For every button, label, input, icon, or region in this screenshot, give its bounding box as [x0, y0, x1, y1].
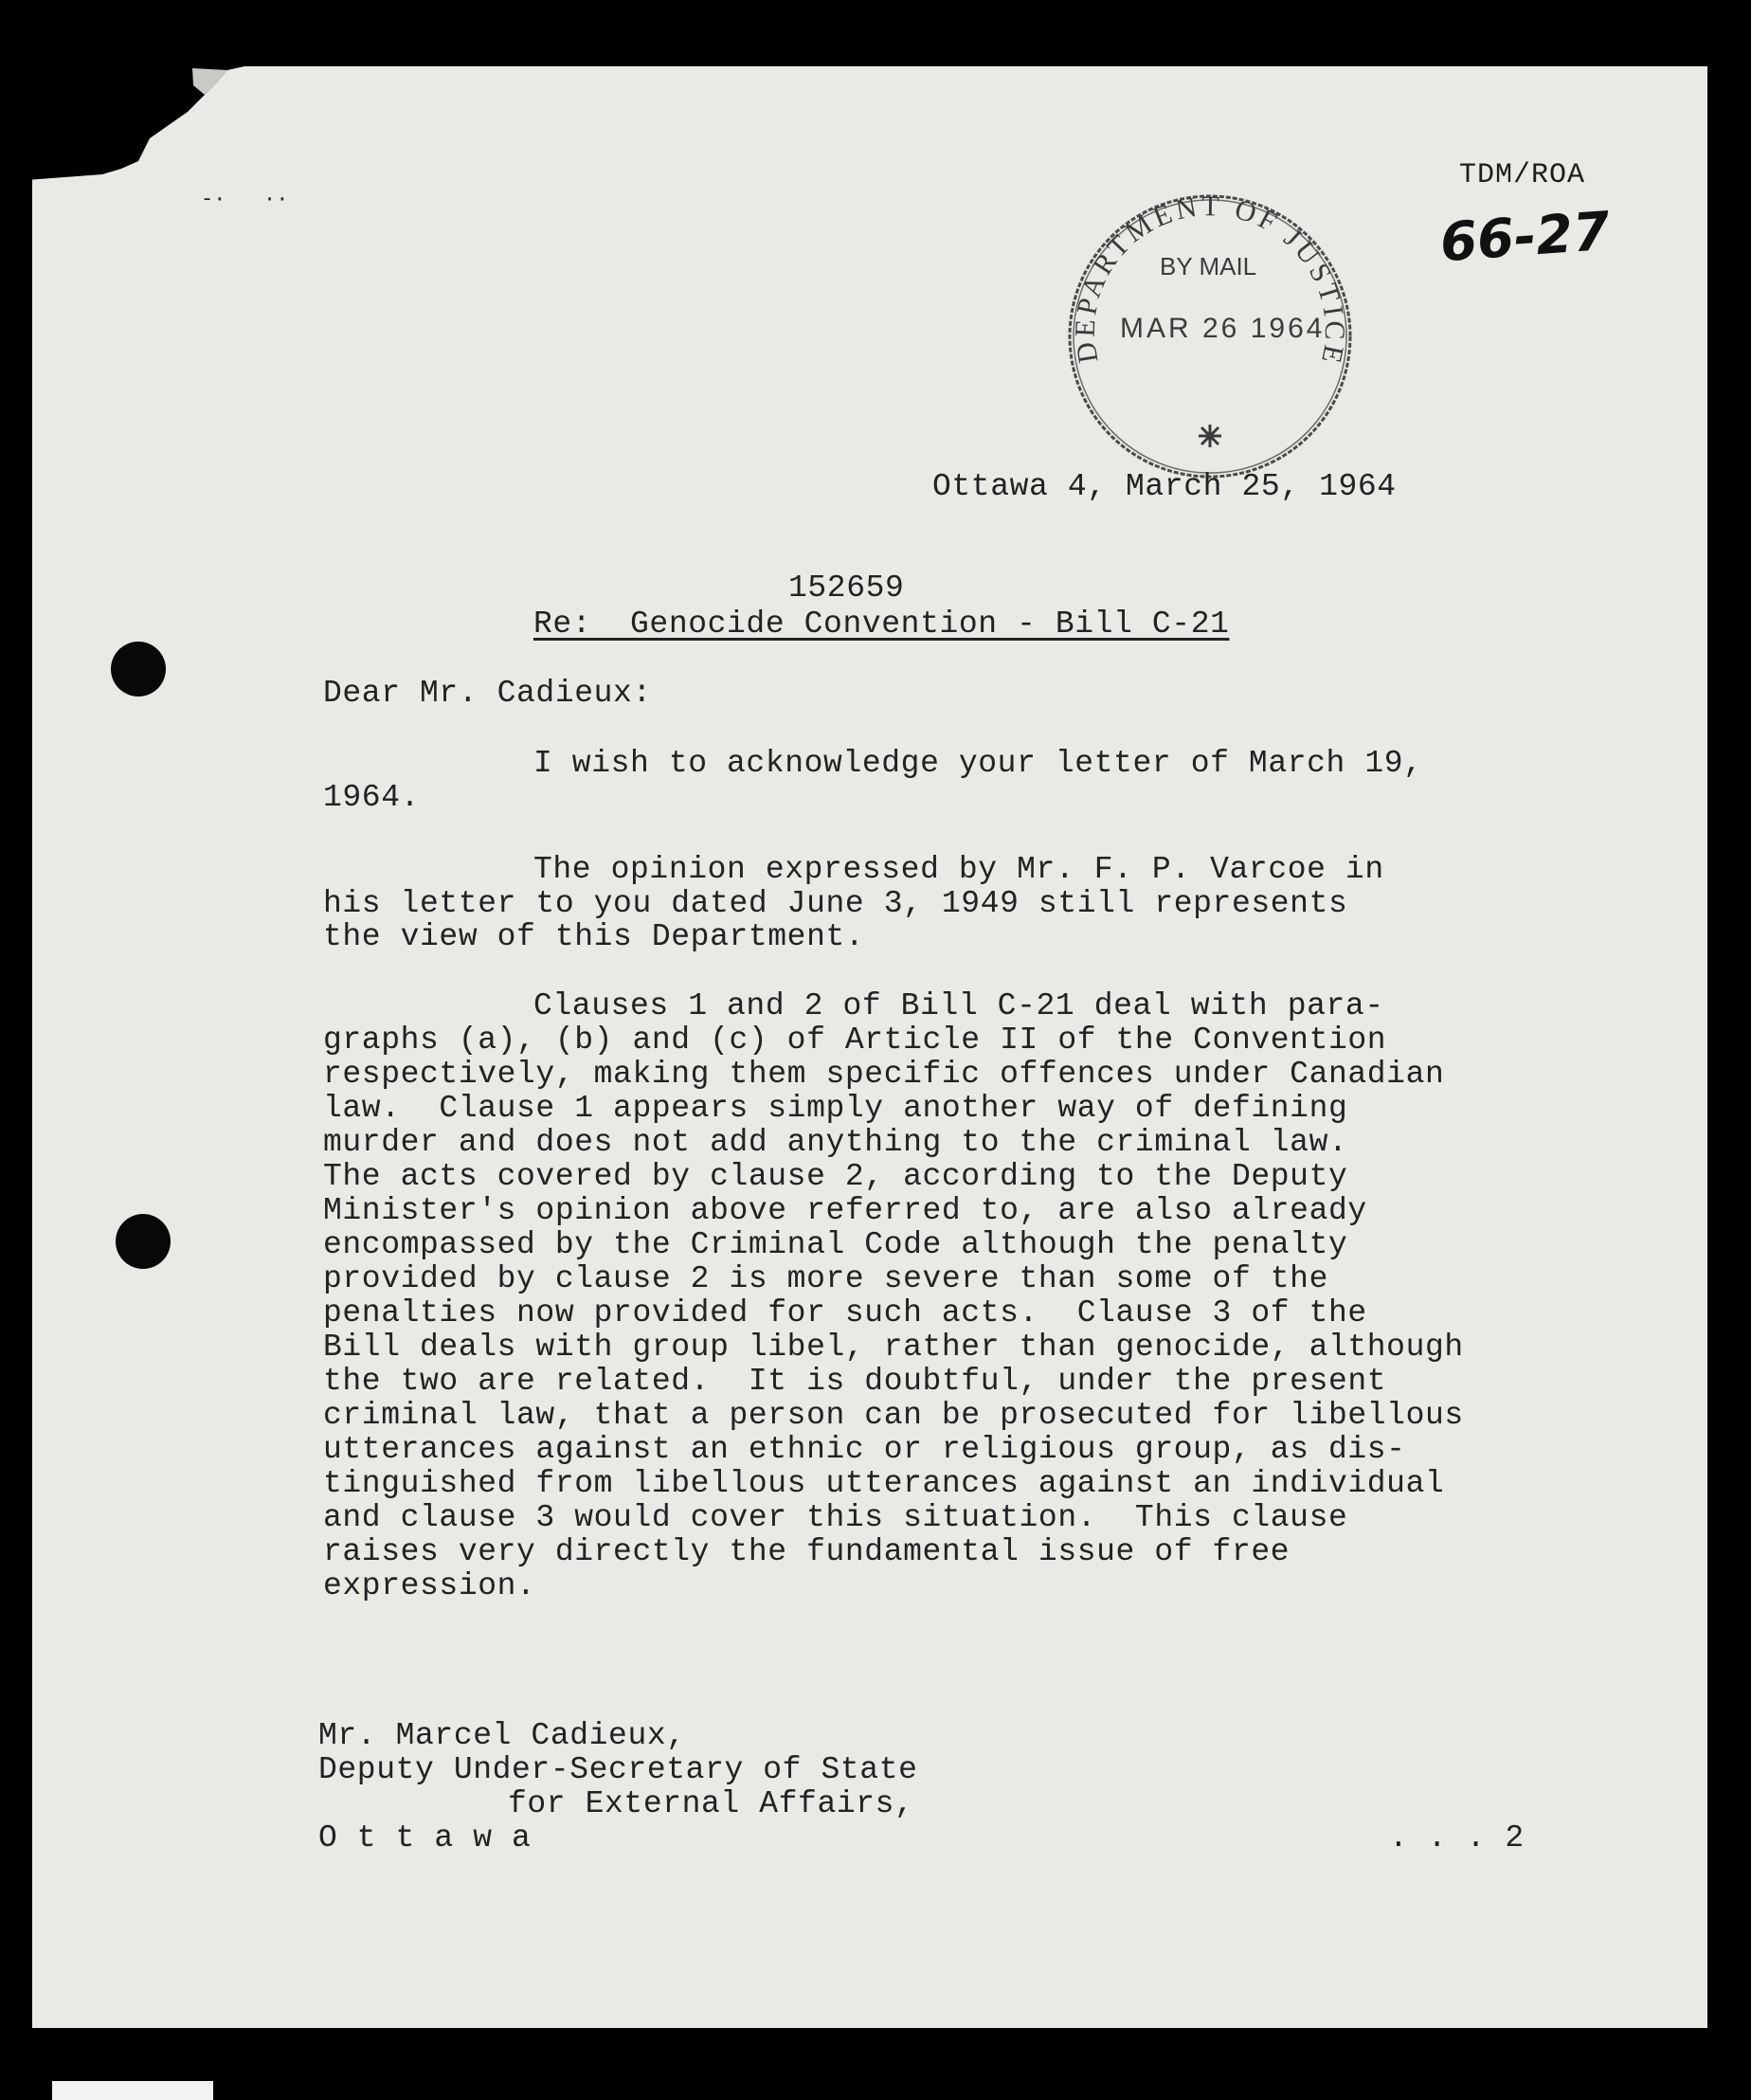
paragraph-line: criminal law, that a person can be prosecuted for libellous — [323, 1398, 1464, 1433]
stamp-asterisk-icon — [1199, 425, 1221, 447]
paragraph-line: Clauses 1 and 2 of Bill C-21 deal with para- — [533, 988, 1384, 1023]
addressee-line: O t t a w a — [318, 1820, 532, 1856]
paragraph-line: murder and does not add anything to the criminal law. — [323, 1125, 1348, 1160]
paragraph-line: Minister's opinion above referred to, are also already — [323, 1193, 1367, 1228]
file-reference: TDM/ROA — [1459, 159, 1586, 191]
paragraph-line: penalties now provided for such acts. Clause 3 of the — [323, 1295, 1367, 1331]
paragraph-line: the view of this Department. — [323, 919, 865, 954]
stamp-mode: BY MAIL — [1160, 252, 1257, 281]
addressee-line: for External Affairs, — [508, 1786, 914, 1821]
scan-marks: -· ·· — [201, 188, 289, 211]
punch-hole-bottom — [116, 1214, 171, 1269]
paragraph-line: expression. — [323, 1568, 536, 1603]
handwritten-file-number: 66-27 — [1437, 200, 1613, 275]
paragraph-line: utterances against an ethnic or religious group, as dis- — [323, 1432, 1406, 1467]
scan-edge-tab — [52, 2081, 213, 2100]
paragraph-line: graphs (a), (b) and (c) of Article II of the Convention — [323, 1023, 1387, 1058]
paragraph-line: encompassed by the Criminal Code although the penalty — [323, 1227, 1348, 1262]
paragraph-line: the two are related. It is doubtful, under the present — [323, 1364, 1387, 1399]
paragraph-line: raises very directly the fundamental issue of free — [323, 1534, 1291, 1569]
stamp-date: MAR 26 1964 — [1120, 313, 1326, 344]
paragraph-line: respectively, making them specific offences under Canadian — [323, 1057, 1445, 1092]
paragraph-line: and clause 3 would cover this situation. This clause — [323, 1500, 1348, 1535]
department-stamp — [1063, 190, 1357, 483]
subject-line: Re: Genocide Convention - Bill C-21 — [533, 606, 1230, 642]
addressee-line: Deputy Under-Secretary of State — [318, 1752, 918, 1787]
paragraph-line: I wish to acknowledge your letter of March 19, — [533, 746, 1423, 781]
file-number: 152659 — [788, 570, 905, 606]
page-continuation: . . . 2 — [1389, 1820, 1525, 1856]
addressee-line: Mr. Marcel Cadieux, — [318, 1718, 686, 1753]
torn-corner — [27, 57, 244, 180]
place-date: Ottawa 4, March 25, 1964 — [932, 469, 1397, 504]
paragraph-line: 1964. — [323, 780, 421, 815]
paragraph-line: The acts covered by clause 2, according to the Deputy — [323, 1159, 1348, 1194]
paragraph-line: Bill deals with group libel, rather than genocide, although — [323, 1330, 1464, 1365]
paragraph-line: provided by clause 2 is more severe than some of the — [323, 1261, 1328, 1296]
paragraph-line: law. Clause 1 appears simply another way of defining — [323, 1091, 1348, 1126]
paragraph-line: The opinion expressed by Mr. F. P. Varcoe in — [533, 852, 1384, 887]
paragraph-line: his letter to you dated June 3, 1949 still represents — [323, 886, 1348, 921]
stamp-circle-text: DEPARTMENT OF JUSTICE — [1069, 190, 1351, 370]
paragraph-line: tinguished from libellous utterances against an individual — [323, 1466, 1445, 1501]
punch-hole-top — [111, 642, 166, 697]
salutation: Dear Mr. Cadieux: — [323, 676, 652, 711]
